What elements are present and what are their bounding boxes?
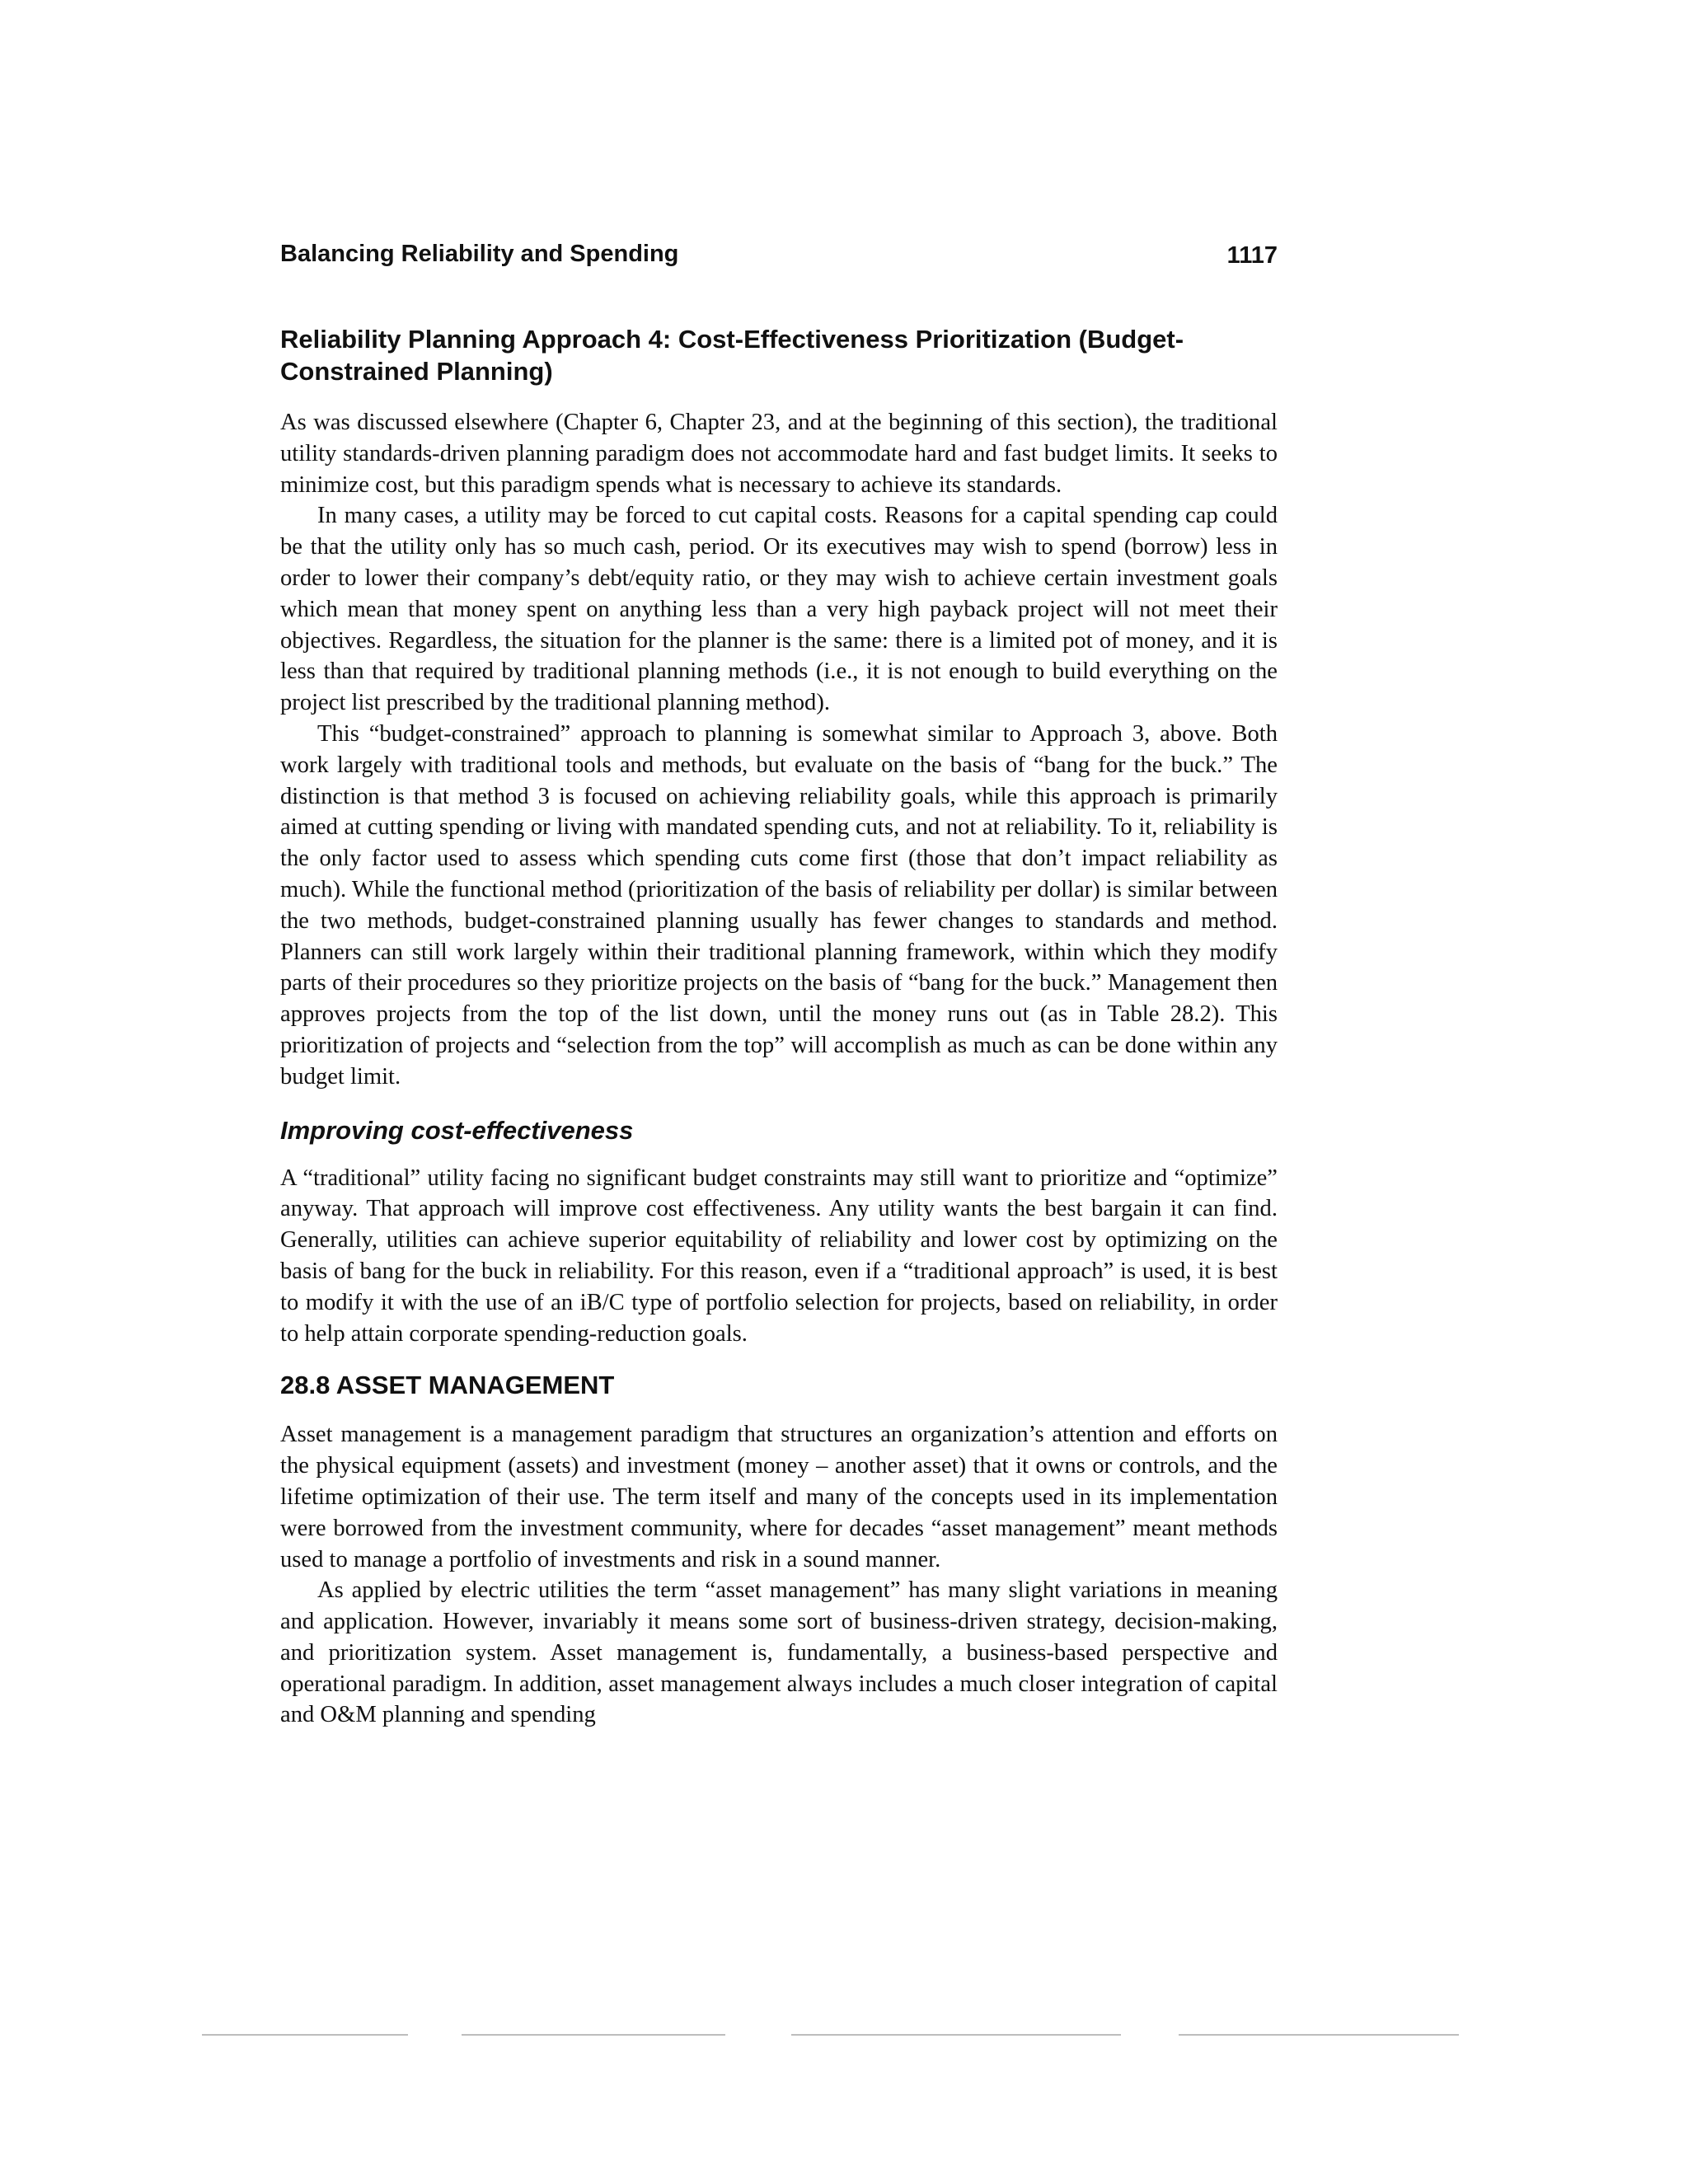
approach4-paragraph-3: This “budget-constrained” approach to planning is somewhat similar to Approach 3, above. Both work largely with traditional tools and methods, but evaluate on the basis of “bang for the buck.” The distinction is that method 3 is focused on achieving reliability goals, while this approach is primarily aimed at cutting spending or living with mandated spending cuts, and not at reliability. To it, reliability is the only factor used to assess which spending cuts come first (those that don’t impact reliability as much). While the functional method (prioritization of the basis of reliability per dollar) is similar between the two methods, budget-constrained planning usually has fewer changes to standards and method. Planners can still work largely within their traditional planning framework, within which they modify parts of their procedures so they prioritize projects on the basis of “bang for the buck.” Management then approves projects from the top of the list down, until the money runs out (as in Table 28.2). This prioritization of projects and “selection from the top” will accomplish as much as can be done within any budget limit. — [280, 720, 1278, 1090]
approach4-heading: Reliability Planning Approach 4: Cost-Effectiveness Prioritization (Budget-Constrained Planning) — [280, 325, 1184, 386]
asset-management-paragraph-2: As applied by electric utilities the term “asset management” has many slight variations in meaning and application. However, invariably it means some sort of business-driven strategy, decision-making, and prioritization system. Asset management is, fundamentally, a business-based perspective and operational paradigm. In addition, asset management always includes a much closer integration of capital and O&M planning and spending — [280, 1577, 1278, 1728]
approach4-paragraph-1: As was discussed elsewhere (Chapter 6, Chapter 23, and at the beginning of this section), the traditional utility standards-driven planning paradigm does not accommodate hard and fast budget limits. It seeks to minimize cost, but this paradigm spends what is necessary to achieve its standards. — [280, 410, 1278, 498]
page-number: 1117 — [1226, 242, 1278, 269]
text-column — [280, 323, 1278, 1731]
scan-artifact-line — [791, 2034, 1121, 2036]
scan-artifact-line — [202, 2034, 408, 2036]
running-head: Balancing Reliability and Spending — [280, 241, 679, 267]
asset-management-heading: 28.8 ASSET MANAGEMENT — [280, 1371, 615, 1400]
asset-management-paragraph-1: Asset management is a management paradigm that structures an organization’s attention and efforts on the physical equipment (assets) and investment (money – another asset) that it owns or controls, and the lifetime optimization of their use. The term itself and many of the concepts used in its implementation were borrowed from the investment community, where for decades “asset management” meant methods used to manage a portfolio of investments and risk in a sound manner. — [280, 1422, 1278, 1572]
page-header — [280, 241, 1278, 277]
improving-paragraph-1: A “traditional” utility facing no significant budget constraints may still want to prioritize and “optimize” anyway. That approach will improve cost effectiveness. Any utility wants the best bargain it can find. Generally, utilities can achieve superior equitability of reliability and lower cost by optimizing on the basis of bang for the buck in reliability. For this reason, even if a “traditional approach” is used, it is best to modify it with the use of an iB/C type of portfolio selection for projects, based on reliability, in order to help attain corporate spending-reduction goals. — [280, 1165, 1278, 1347]
scan-artifact-line — [1179, 2034, 1459, 2036]
approach4-paragraph-2: In many cases, a utility may be forced to cut capital costs. Reasons for a capital spending cap could be that the utility only has so much cash, period. Or its executives may wish to spend (borrow) less in order to lower their company’s debt/equity ratio, or they may wish to achieve certain investment goals which mean that money spent on anything less than a very high payback project will not meet their objectives. Regardless, the situation for the planner is the same: there is a limited pot of money, and it is less than that required by traditional planning methods (i.e., it is not enough to build everything on the project list prescribed by the traditional planning method). — [280, 503, 1278, 716]
improving-heading: Improving cost-effectiveness — [280, 1115, 634, 1145]
scan-artifact-line — [462, 2034, 725, 2036]
